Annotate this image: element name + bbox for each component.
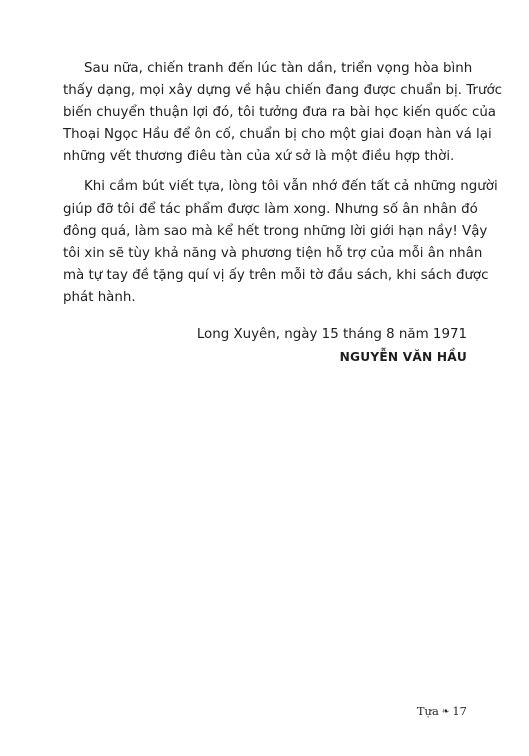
page-number: 17 (452, 704, 467, 718)
text-line: tôi xin sẽ tùy khả năng và phương tiện hỗ trợ của mỗi ân nhân (63, 245, 483, 261)
text-line: Sau nữa, chiến tranh đến lúc tàn dần, triển vọng hòa bình (84, 61, 473, 76)
signature-block (197, 324, 467, 368)
body-text (63, 58, 503, 317)
text-line: Thoại Ngọc Hầu để ôn cố, chuẩn bị cho một giai đoạn hàn vá lại (63, 127, 492, 143)
text-line: mà tự tay đề tặng quí vị ấy trên mỗi tờ đầu sách, khi sách được (63, 267, 489, 283)
page-footer (417, 704, 467, 718)
text-line: đông quá, làm sao mà kể hết trong những lời giới hạn nầy! Vậy (63, 223, 488, 239)
section-title: Tựa (416, 704, 439, 718)
text-line: giúp đỡ tôi để tác phẩm được làm xong. Nhưng số ân nhân đó (63, 201, 478, 217)
text-line: Khi cầm bút viết tựa, lòng tôi vẫn nhớ đến tất cả những người (84, 179, 498, 195)
text-line: phát hành. (63, 289, 136, 305)
text-line: biến chuyển thuận lợi đó, tôi tưởng đưa ra bài học kiến quốc của (63, 105, 497, 121)
place-date: Long Xuyên, ngày 15 tháng 8 năm 1971 (196, 327, 467, 342)
text-line: thấy dạng, mọi xây dựng về hậu chiến đang được chuẩn bị. Trước (63, 83, 503, 99)
paragraph (63, 176, 498, 309)
fleuron-icon: ❧ (441, 707, 450, 717)
author-name: NGUYỄN VĂN HẦU (339, 350, 467, 364)
paragraph (63, 58, 503, 168)
text-line: những vết thương điêu tàn của xứ sở là một điều hợp thời. (63, 149, 455, 165)
